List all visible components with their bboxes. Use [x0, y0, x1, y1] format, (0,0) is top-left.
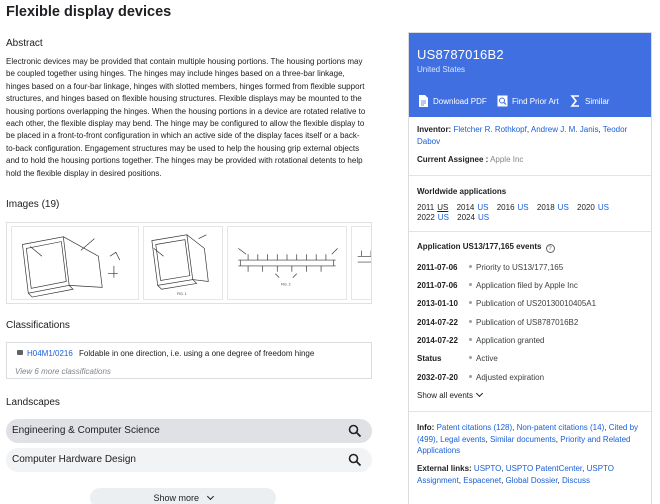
- landscape-item-hardware[interactable]: [6, 448, 372, 472]
- inventor-link[interactable]: Teodor Dabov: [417, 125, 628, 146]
- worldwide-year: 2020: [577, 203, 595, 212]
- assignee-line: [417, 154, 523, 166]
- events-heading-label: Application US13/177,165 events: [417, 242, 542, 251]
- worldwide-year: 2024: [457, 213, 475, 222]
- worldwide-year: 2016: [496, 203, 515, 212]
- abstract-heading: Abstract: [6, 38, 43, 49]
- worldwide-country-link[interactable]: US: [557, 203, 569, 212]
- timeline-dot-icon: [469, 265, 472, 268]
- non-patent-citations-link[interactable]: Non-patent citations (14): [516, 423, 605, 432]
- assignee-value: Apple Inc: [490, 155, 524, 164]
- search-icon[interactable]: [348, 424, 362, 438]
- sigma-similar-icon: [570, 95, 581, 107]
- patent-drawing-icon: [352, 227, 372, 299]
- global-dossier-link[interactable]: Global Dossier: [505, 475, 558, 485]
- worldwide-country-link[interactable]: US: [477, 203, 489, 212]
- uspto-link[interactable]: USPTO: [473, 464, 502, 473]
- inventor-link[interactable]: Fletcher R. Rothkopf: [453, 125, 527, 134]
- similar-label: Similar: [585, 97, 610, 106]
- timeline-dot-icon: [469, 283, 472, 286]
- inventor-link[interactable]: Andrew J. M. Janis: [530, 125, 599, 134]
- timeline-dot-icon: [469, 338, 472, 341]
- fig1-label: FIG. 1: [177, 292, 187, 297]
- find-prior-art-button[interactable]: [512, 97, 559, 106]
- fig2-label: FIG. 2: [281, 282, 291, 287]
- worldwide-country-link[interactable]: US: [437, 213, 449, 222]
- patent-drawing-icon: [144, 227, 222, 299]
- cited-by-link[interactable]: Cited by (499): [417, 423, 639, 444]
- info-icon[interactable]: ?: [546, 244, 555, 253]
- download-pdf-button[interactable]: [433, 97, 487, 106]
- discuss-link[interactable]: Discuss: [562, 475, 591, 485]
- info-links: Info: Patent citations (128), Non-patent citations (14), Cited by (499), Legal events, Similar documents, Priority and Related Applications: [417, 423, 639, 455]
- image-thumbnail[interactable]: [227, 226, 347, 300]
- divider: [409, 175, 651, 176]
- patent-country: United States: [417, 65, 466, 74]
- classifications-heading: Classifications: [6, 320, 70, 331]
- show-more-label: Show more: [153, 493, 199, 503]
- image-thumbnail[interactable]: [143, 226, 223, 300]
- event-row: 2013-01-10 Publication of US20130010405A1: [417, 299, 597, 308]
- pdf-file-icon: [418, 95, 429, 107]
- worldwide-year: 2011: [417, 203, 435, 212]
- classification-description: Foldable in one direction, i.e. using a one degree of freedom hinge: [79, 349, 315, 358]
- classifications-box: [6, 342, 372, 379]
- uspto-assignment-link[interactable]: USPTO Assignment: [417, 464, 615, 485]
- info-label: Info:: [417, 423, 435, 432]
- chevron-down-icon: [206, 493, 213, 500]
- divider: [409, 231, 651, 232]
- events-heading: [417, 242, 555, 253]
- classification-tag-icon: [17, 350, 23, 355]
- external-links-label: External links:: [417, 464, 472, 473]
- priority-applications-link[interactable]: Priority and Related Applications: [417, 434, 631, 455]
- inventors-line: Inventor: Fletcher R. Rothkopf, Andrew J. M. Janis, Teodor Dabov: [417, 125, 628, 146]
- event-row: 2014-07-22 Publication of US8787016B2: [417, 318, 579, 327]
- timeline-dot-icon: [469, 356, 472, 359]
- image-thumbnail[interactable]: [11, 226, 139, 300]
- images-heading: Images (19): [6, 199, 60, 210]
- divider: [409, 411, 651, 412]
- similar-documents-link[interactable]: Similar documents: [489, 434, 556, 444]
- download-pdf-label: Download PDF: [433, 97, 487, 106]
- timeline-dot-icon: [469, 320, 472, 323]
- classification-code-link[interactable]: H04M1/0216: [27, 349, 73, 358]
- landscape-label: Computer Hardware Design: [12, 454, 136, 465]
- images-carousel[interactable]: [6, 222, 372, 304]
- worldwide-country-link[interactable]: US: [437, 203, 449, 212]
- worldwide-year: 2018: [536, 203, 555, 212]
- worldwide-heading: Worldwide applications: [417, 187, 507, 196]
- event-row: 2011-07-06 Application filed by Apple Inc: [417, 281, 578, 290]
- patent-drawing-icon: [228, 227, 346, 299]
- worldwide-year: 2014: [456, 203, 475, 212]
- patent-actions: [409, 89, 651, 117]
- worldwide-applications: [417, 203, 649, 223]
- assignee-label: Current Assignee :: [417, 155, 489, 164]
- worldwide-country-link[interactable]: US: [597, 203, 609, 212]
- timeline-dot-icon: [469, 301, 472, 304]
- inventor-label: Inventor:: [417, 125, 452, 134]
- classification-row: [17, 349, 314, 358]
- landscape-label: Engineering & Computer Science: [12, 425, 160, 436]
- view-more-classifications[interactable]: View 6 more classifications: [15, 367, 111, 376]
- landscape-item-engineering[interactable]: [6, 419, 372, 443]
- worldwide-year: 2022: [417, 213, 435, 222]
- find-prior-art-label: Find Prior Art: [512, 97, 559, 106]
- worldwide-country-link[interactable]: US: [477, 213, 490, 222]
- show-more-button[interactable]: [90, 488, 276, 504]
- landscapes-heading: Landscapes: [6, 397, 60, 408]
- search-icon[interactable]: [348, 453, 362, 467]
- similar-button[interactable]: [585, 97, 609, 106]
- uspto-patentcenter-link[interactable]: USPTO PatentCenter: [505, 464, 583, 473]
- event-row: 2011-07-06 Priority to US13/177,165: [417, 263, 564, 272]
- event-row: 2032-07-20 Adjusted expiration: [417, 373, 545, 382]
- patent-number: US8787016B2: [417, 47, 504, 62]
- event-row-status: Status Active: [417, 354, 498, 363]
- page-title: Flexible display devices: [6, 4, 172, 20]
- prior-art-search-icon: [497, 95, 508, 107]
- espacenet-link[interactable]: Espacenet: [463, 475, 502, 485]
- patent-citations-link[interactable]: Patent citations (128): [436, 423, 513, 432]
- legal-events-link[interactable]: Legal events: [440, 434, 486, 444]
- event-row: 2014-07-22 Application granted: [417, 336, 545, 345]
- show-all-events-button[interactable]: [417, 391, 482, 400]
- external-links: External links: USPTO, USPTO PatentCenter, USPTO Assignment, Espacenet, Global Dossier, Discuss: [417, 464, 615, 485]
- abstract-text: Electronic devices may be provided that contain multiple housing portions. The housing portions may be coupled together using hinges. The hinges may include hinges based on a three-bar linkage, hinges based on a four-bar linkage, hinges with slotted members, hinges formed from flexible support structures, and hinges based on flexible housing structures. Flexible displays may be mounted to the housing portions overlapping the hinges. When the housing portions in a device are rotated relative to each other, the flexible display may bend. The hinge may be configured to allow the flexible display to be placed in a front-to-front configuration in which an active side of the display faces itself or a back-to-back configuration. Engagement structures may be used to help the housing grip external objects and to hold the housing portions together. The hinges may be provided with rotational detents to help hold the flexible display in desired positions.: [6, 57, 366, 178]
- patent-drawing-icon: [12, 227, 138, 299]
- image-thumbnail[interactable]: [351, 226, 372, 300]
- worldwide-country-link[interactable]: US: [517, 203, 529, 212]
- patent-header: [409, 33, 651, 117]
- chevron-down-icon: [476, 390, 483, 397]
- show-all-events-label: Show all events: [417, 391, 474, 400]
- patent-sidebar: [408, 32, 652, 504]
- timeline-dot-icon: [469, 375, 472, 378]
